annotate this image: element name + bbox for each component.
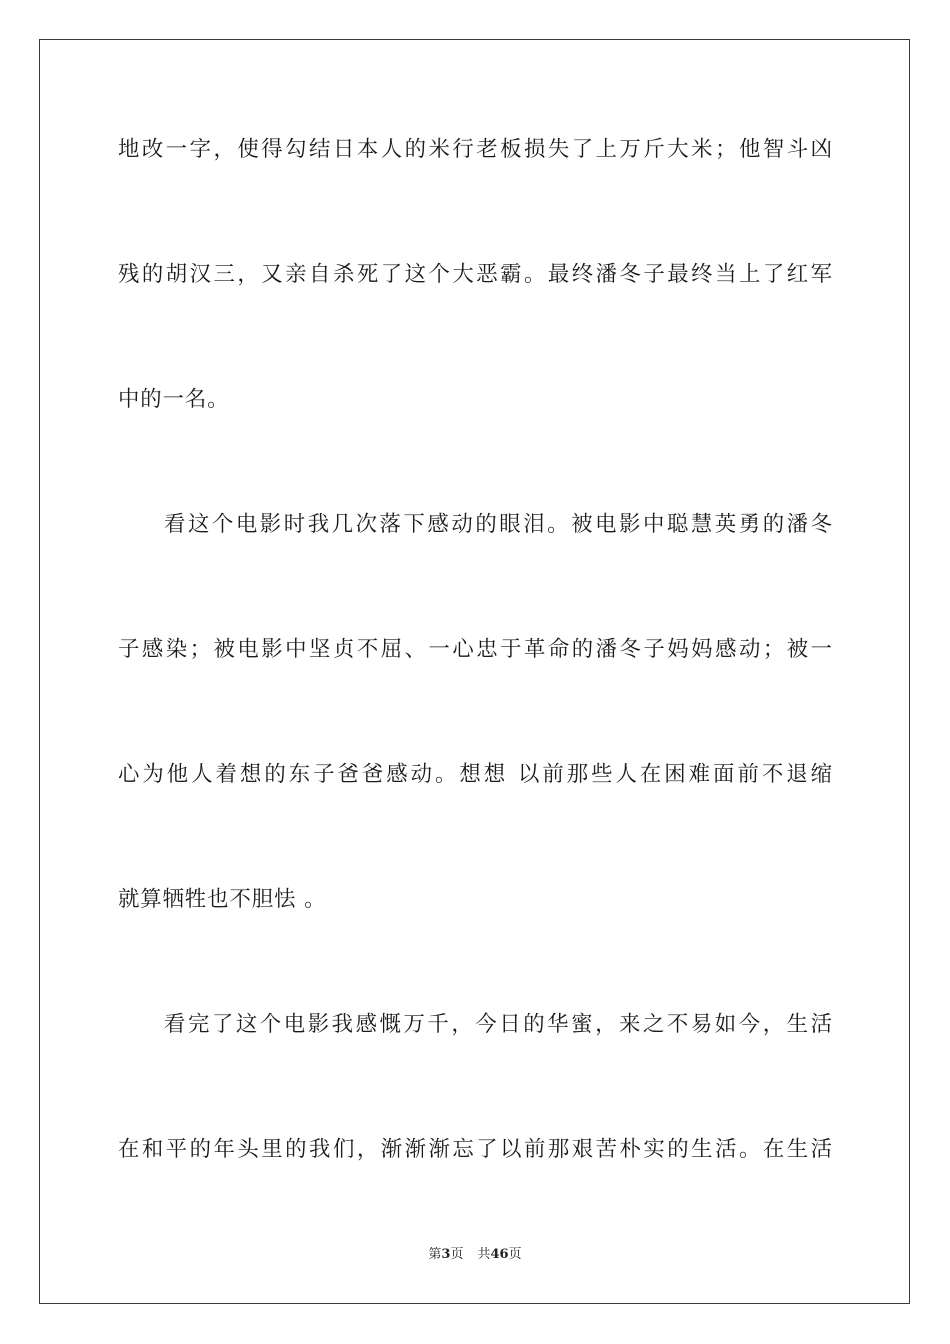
text-line-9: 在和平的年头里的我们，渐渐渐忘了以前那艰苦朴实的生活。在生活 <box>118 1137 832 1162</box>
text-line-4: 看这个电影时我几次落下感动的眼泪。被电影中聪慧英勇的潘冬 <box>164 512 832 537</box>
page-number: 3 <box>441 1247 451 1262</box>
total-pages: 46 <box>490 1247 509 1262</box>
page-footer <box>0 1245 950 1265</box>
total-prefix: 共 <box>477 1247 491 1262</box>
text-line-2: 残的胡汉三，又亲自杀死了这个大恶霸。最终潘冬子最终当上了红军 <box>118 262 832 287</box>
page-prefix: 第 <box>428 1247 442 1262</box>
text-line-5: 子感染；被电影中坚贞不屈、一心忠于革命的潘冬子妈妈感动；被一 <box>118 637 832 662</box>
text-line-8: 看完了这个电影我感慨万千，今日的华蜜，来之不易如今，生活 <box>164 1012 832 1037</box>
document-body <box>118 128 832 1172</box>
text-line-6: 心为他人着想的东子爸爸感动。想想 以前那些人在困难面前不退缩 <box>118 762 832 787</box>
total-suffix: 页 <box>508 1247 522 1262</box>
page-suffix: 页 <box>450 1247 464 1262</box>
text-line-3: 中的一名。 <box>118 387 230 412</box>
text-line-7: 就算牺牲也不胆怯 。 <box>118 887 327 912</box>
text-line-1: 地改一字，使得勾结日本人的米行老板损失了上万斤大米；他智斗凶 <box>118 137 832 162</box>
